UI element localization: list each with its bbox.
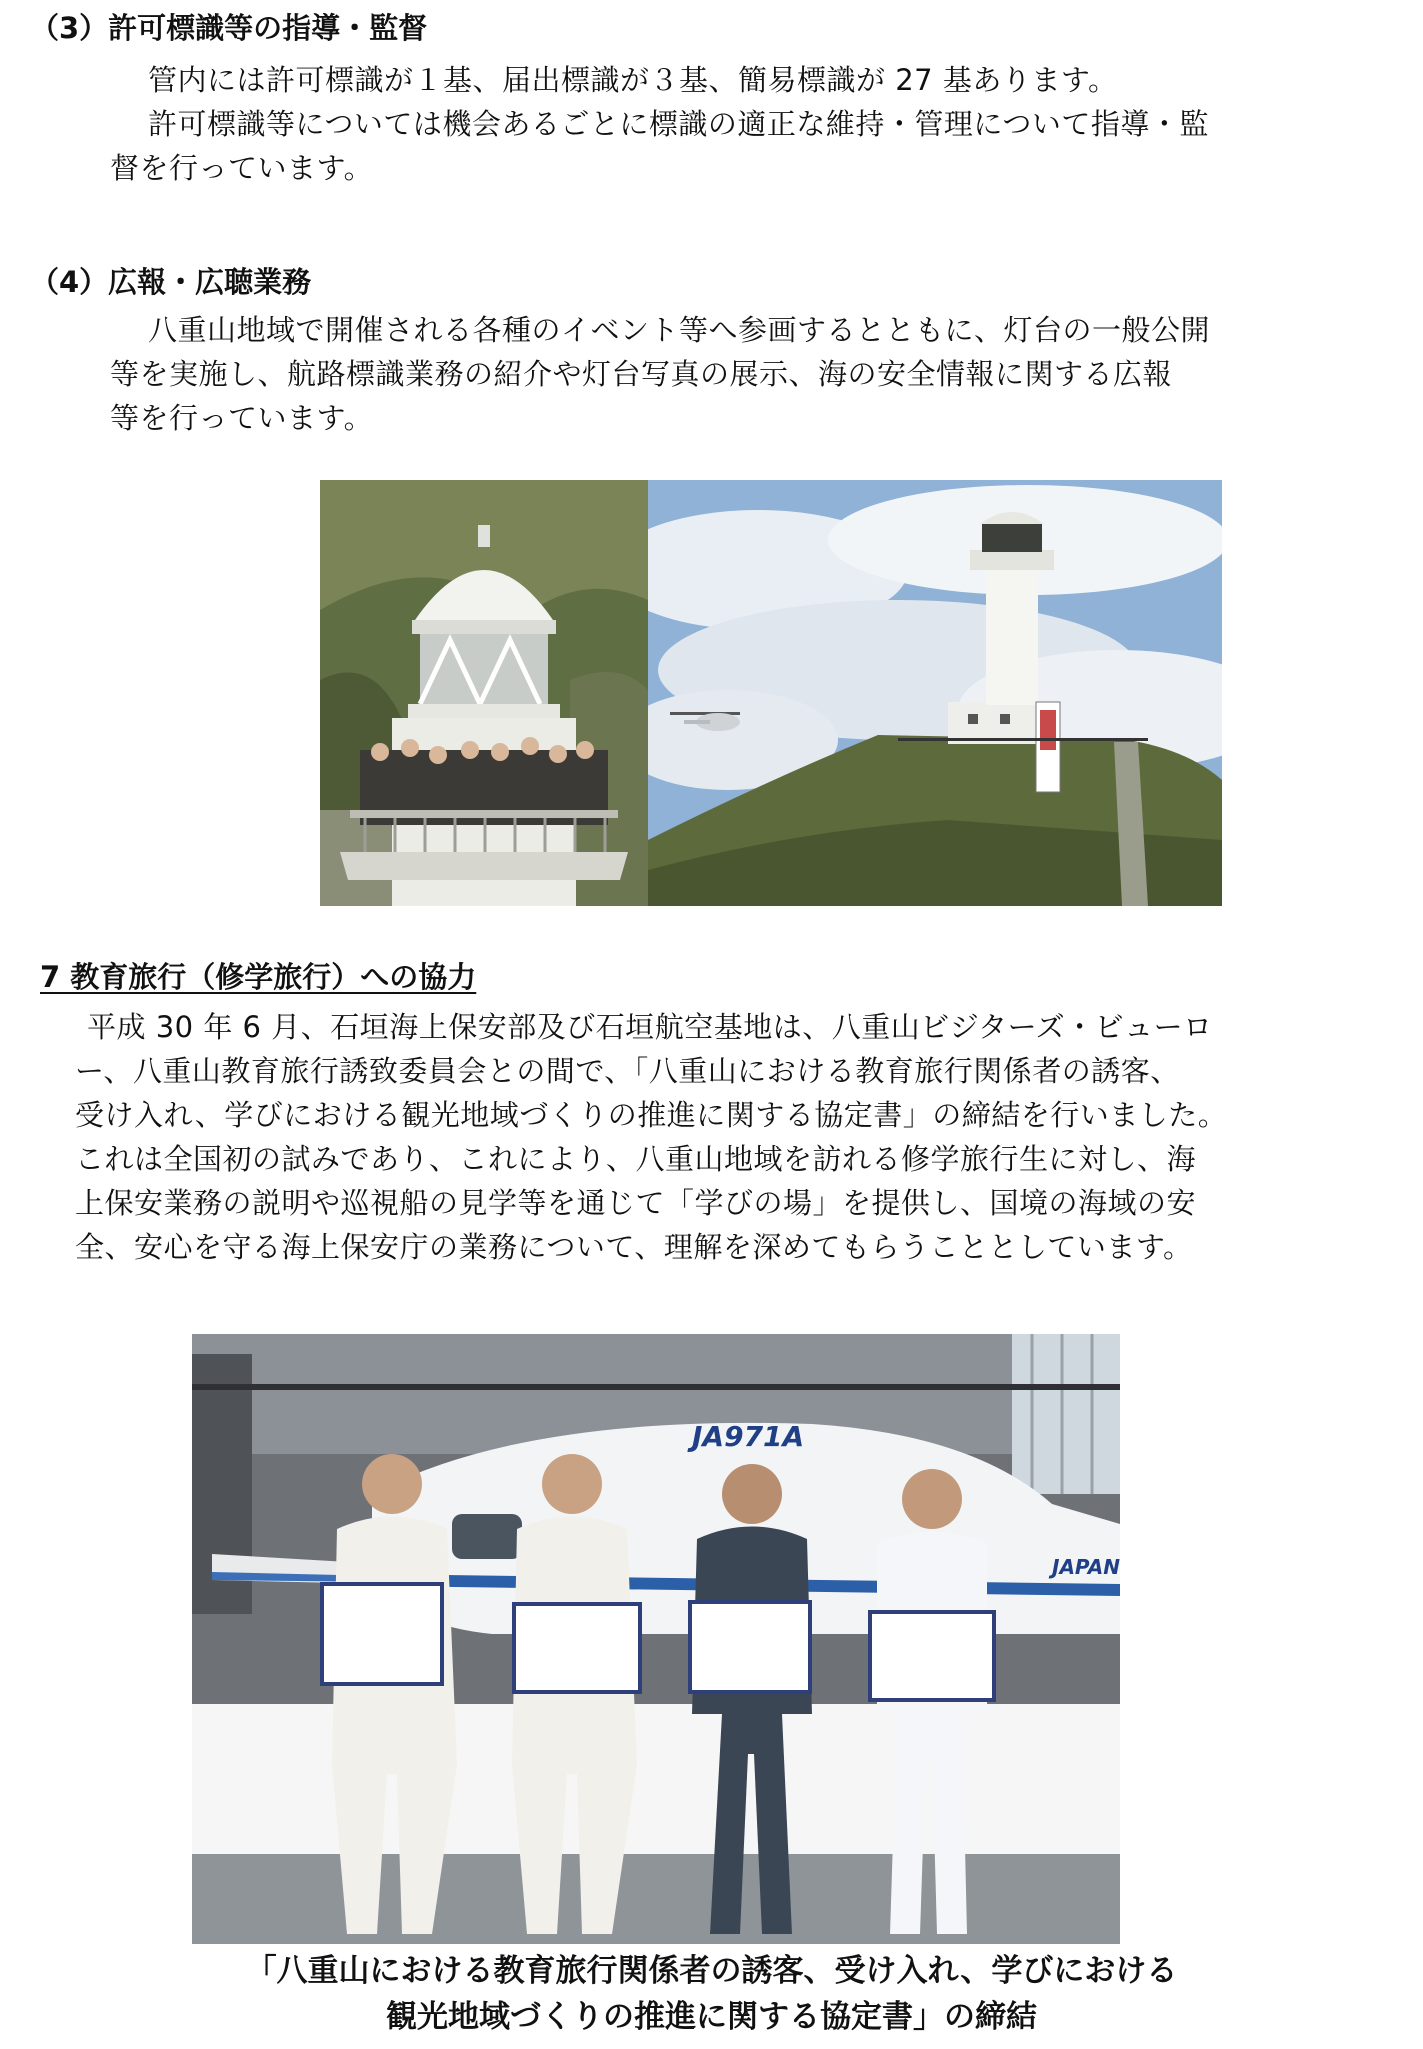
photo-signing-ceremony	[192, 1334, 1120, 1944]
caption-line-2: 観光地域づくりの推進に関する協定書」の締結	[386, 1999, 1037, 2035]
section3-heading: （3）許可標識等の指導・監督	[30, 11, 428, 45]
section7-line-1: 平成 30 年 6 月、石垣海上保安部及び石垣航空基地は、八重山ビジターズ・ビューロ	[87, 1010, 1213, 1044]
photo-lighthouse-visitors	[320, 480, 648, 906]
section7-body	[75, 1005, 1227, 1269]
section4-body	[110, 308, 1210, 440]
section7-line-5: 上保安業務の説明や巡視船の見学等を通じて「学びの場」を提供し、国境の海域の安	[75, 1186, 1197, 1220]
section7-line-3: 受け入れ、学びにおける観光地域づくりの推進に関する協定書」の締結を行いました。	[75, 1098, 1228, 1132]
section7-line-4: これは全国初の試みであり、これにより、八重山地域を訪れる修学旅行生に対し、海	[75, 1142, 1197, 1176]
section4-line-3: 等を行っています。	[110, 401, 374, 435]
caption-line-1: 「八重山における教育旅行関係者の誘客、受け入れ、学びにおける	[245, 1953, 1178, 1989]
section4-line-1: 八重山地域で開催される各種のイベント等へ参画するとともに、灯台の一般公開	[148, 313, 1211, 347]
section7-line-6: 全、安心を守る海上保安庁の業務について、理解を深めてもらうこととしています。	[75, 1230, 1193, 1264]
section3-line-2: 許可標識等については機会あるごとに標識の適正な維持・管理について指導・監	[148, 107, 1209, 141]
helicopter-registration: JA971A	[692, 1420, 805, 1453]
section3-body	[110, 58, 1209, 190]
section3-line-3: 督を行っています。	[110, 151, 374, 185]
photo-lighthouse-hill	[648, 480, 1222, 906]
section7-line-2: ー、八重山教育旅行誘致委員会との間で、「八重山における教育旅行関係者の誘客、	[75, 1054, 1180, 1088]
helicopter-livery: JAPAN	[1052, 1555, 1120, 1579]
section7-heading: 7 教育旅行（修学旅行）への協力	[40, 960, 477, 994]
section3-line-1: 管内には許可標識が１基、届出標識が３基、簡易標識が 27 基あります。	[148, 63, 1118, 97]
section4-line-2: 等を実施し、航路標識業務の紹介や灯台写真の展示、海の安全情報に関する広報	[110, 357, 1173, 391]
section4-heading: （4）広報・広聴業務	[30, 265, 312, 299]
photo-caption	[0, 1948, 1423, 2040]
